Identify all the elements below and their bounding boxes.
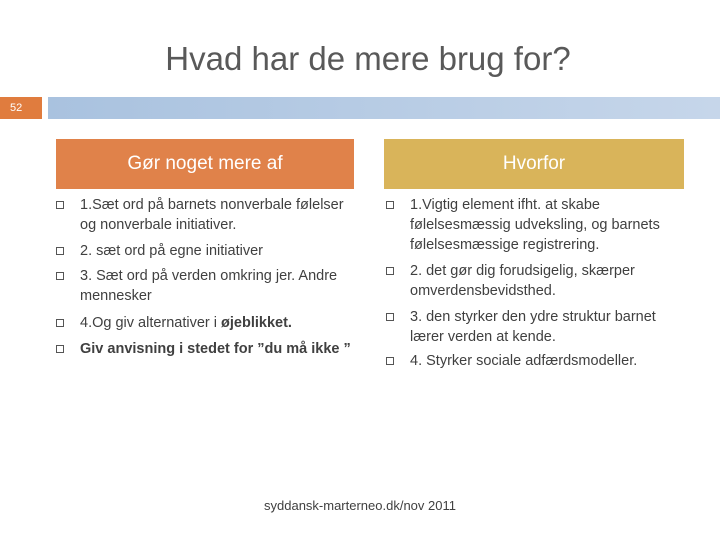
list-item-text (80, 313, 356, 333)
slide-title: Hvad har de mere brug for? (165, 40, 571, 77)
square-bullet-icon (386, 313, 394, 321)
right-column-header: Hvorfor (384, 139, 684, 189)
list-item (386, 261, 686, 301)
list-item-text-bold: øjeblikket. (221, 315, 292, 331)
square-bullet-icon (386, 357, 394, 365)
list-item-text: 3. den styrker den ydre struktur barnet lærer verden at kende. (410, 309, 656, 345)
list-item-text: 1.Vigtig element ifht. at skabe følelsesmæssig udveksling, og barnets følelsesmæssige registrering. (410, 197, 660, 253)
square-bullet-icon (56, 345, 64, 353)
list-item-text: 1.Sæt ord på barnets nonverbale følelser og nonverbale initiativer. (80, 197, 344, 233)
square-bullet-icon (386, 201, 394, 209)
left-column-header: Gør noget mere af (56, 139, 354, 189)
list-item (56, 313, 356, 333)
square-bullet-icon (56, 201, 64, 209)
list-item (56, 266, 356, 306)
list-item (386, 351, 686, 371)
list-item (56, 195, 356, 235)
square-bullet-icon (386, 267, 394, 275)
square-bullet-icon (56, 319, 64, 327)
footer-text: syddansk-marterneo.dk/nov 2011 (264, 498, 456, 513)
list-item-text: 2. det gør dig forudsigelig, skærper omverdensbevidsthed. (410, 263, 635, 299)
list-item (56, 241, 356, 261)
square-bullet-icon (56, 247, 64, 255)
list-item (386, 307, 686, 347)
list-item (56, 339, 356, 379)
list-item-text: 4. Styrker sociale adfærdsmodeller. (410, 353, 638, 369)
list-item-text-bold: Giv anvisning i stedet for ”du må ikke ” (80, 341, 351, 357)
right-bullet-list (386, 195, 686, 395)
list-item (386, 195, 686, 255)
slide-number: 52 (0, 97, 42, 119)
list-item-text-regular: 4.Og giv alternativer i (80, 315, 222, 331)
list-item-text: 3. Sæt ord på verden omkring jer. Andre mennesker (80, 268, 338, 304)
left-bullet-list (56, 195, 356, 395)
header-bar (48, 97, 720, 119)
list-item-text: 2. sæt ord på egne initiativer (80, 243, 263, 259)
square-bullet-icon (56, 272, 64, 280)
